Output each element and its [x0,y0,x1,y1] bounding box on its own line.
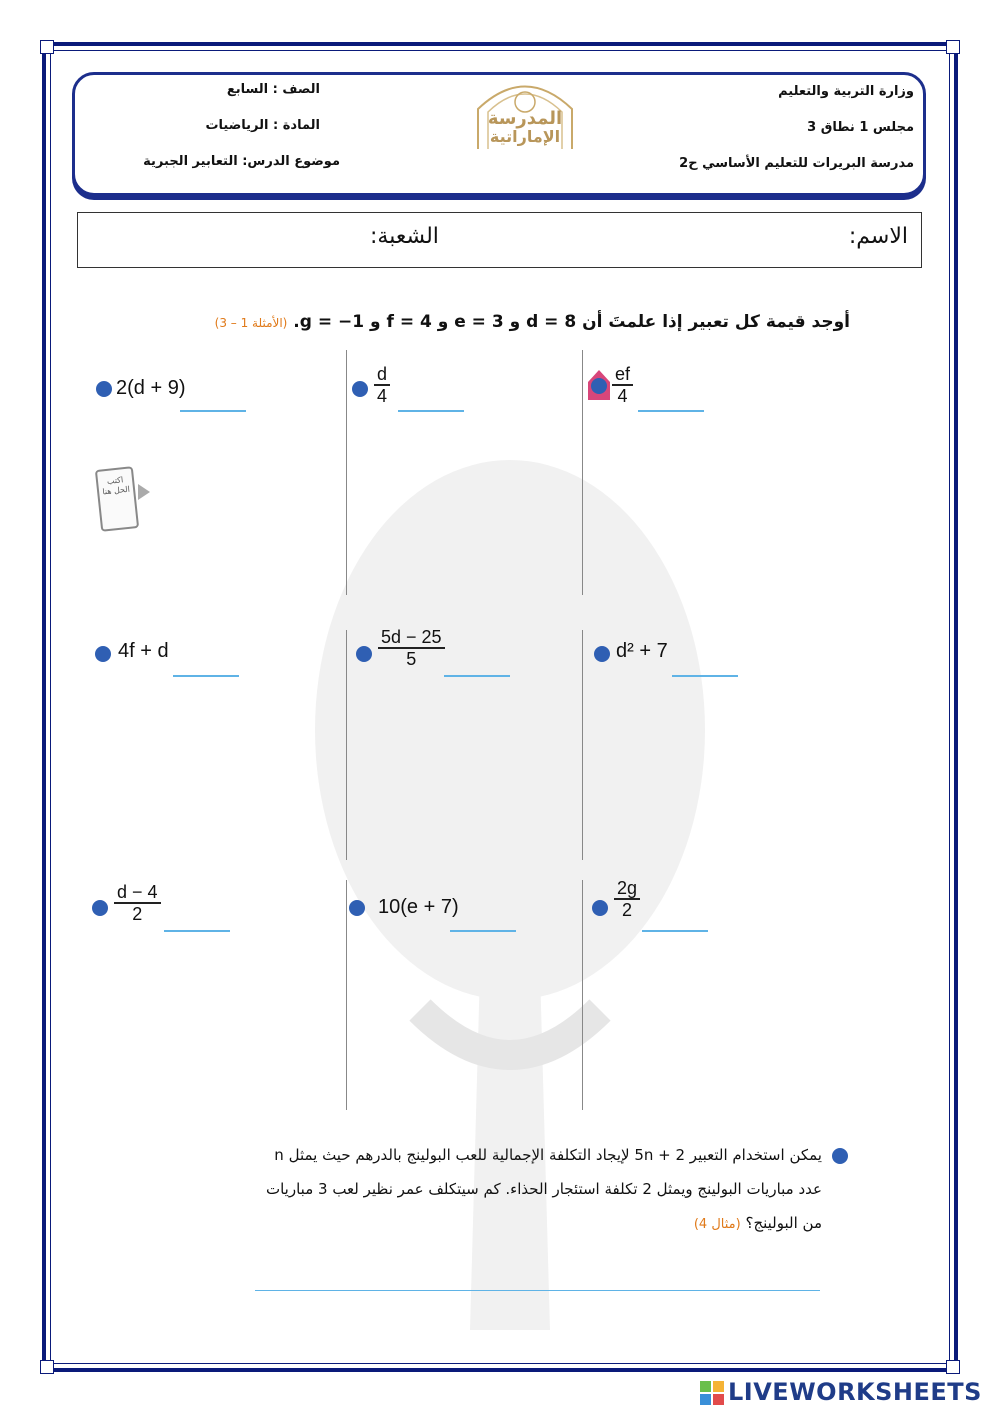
denominator: 5 [406,649,417,669]
hint-sticker[interactable]: اكتب الحل هنا [95,466,139,532]
answer-input-q5[interactable] [444,675,510,677]
corner-ornament [40,1360,54,1374]
answer-input-q4[interactable] [173,675,239,677]
bullet-icon [832,1148,848,1164]
answer-input-q7[interactable] [164,930,230,932]
corner-ornament [946,40,960,54]
column-divider [582,630,583,860]
bullet-icon [349,900,365,916]
bullet-icon [592,900,608,916]
school-logo [470,74,580,154]
name-label: الاسم: [848,224,908,249]
numerator: d − 4 [114,882,161,904]
word-problem-line3 [262,1206,822,1242]
bullet-icon [591,378,607,394]
expression-q1: 2(d + 9) [116,377,186,399]
logo-text-line1: المدرسة [487,108,563,129]
expression-q3 [612,364,633,406]
footer-brand[interactable]: LIVEWORKSHEETS [728,1378,982,1406]
answer-input-q8[interactable] [450,930,516,932]
logo-text-line2: الإماراتية [489,127,561,146]
expression-q8: 10(e + 7) [378,896,459,918]
bullet-icon [594,646,610,662]
expression-q4: 4f + d [118,640,169,662]
expression-q9 [614,878,640,920]
topic-label: موضوع الدرس: التعابير الجبرية [143,154,340,169]
liveworksheets-logo-icon [700,1381,724,1405]
answer-input-q1[interactable] [180,410,246,412]
answer-input-q3[interactable] [638,410,704,412]
column-divider [582,880,583,1110]
corner-ornament [946,1360,960,1374]
bullet-icon [356,646,372,662]
council-label: مجلس 1 نطاق 3 [807,120,914,135]
grade-label: الصف : السابع [226,82,320,97]
bullet-icon [92,900,108,916]
numerator: 5d − 25 [378,627,445,649]
subject-label: المادة : الرياضيات [205,118,320,133]
school-label: مدرسة البريرات للتعليم الأساسي ح2 [679,156,914,171]
expression-q5 [378,627,445,669]
column-divider [346,880,347,1110]
arrow-right-icon [138,484,150,500]
word-problem-line2: عدد مباريات البولينج ويمثل 2 تكلفة استئجار الحذاء. كم سيتكلف عمر نظير لعب 3 مباريات [265,1180,822,1198]
word-problem-line1: يمكن استخدام التعبير 5n + 2 لإيجاد التكلفة الإجمالية للعب البولينج بالدرهم حيث يمثل n [274,1146,822,1164]
numerator: ef [612,364,633,386]
instruction-main: أوجد قيمة كل تعبير إذا علمتَ أن d = 8 و e = 3 و f = 4 و g = −1. [293,312,850,332]
expression-q7 [114,882,161,924]
word-problem-line3-text: من البولينج؟ [745,1214,822,1232]
denominator: 2 [132,904,143,924]
denominator: 4 [617,386,628,406]
bullet-icon [96,381,112,397]
answer-input-q2[interactable] [398,410,464,412]
ministry-label: وزارة التربية والتعليم [778,84,914,99]
denominator: 2 [622,900,633,920]
column-divider [346,630,347,860]
denominator: 4 [377,386,388,406]
answer-input-word-problem[interactable] [255,1290,820,1291]
answer-input-q9[interactable] [642,930,708,932]
instruction-ref: (الأمثلة 1 – 3) [214,316,288,330]
expression-q6: d² + 7 [616,640,668,662]
numerator: 2g [614,878,640,900]
numerator: d [374,364,390,386]
instruction-text [215,312,850,332]
section-label: الشعبة: [370,224,439,249]
bullet-icon [95,646,111,662]
word-problem-ref: (مثال 4) [693,1217,741,1232]
column-divider [346,350,347,595]
word-problem [262,1138,822,1242]
student-info-box [77,212,922,268]
expression-q2 [374,364,390,406]
answer-input-q6[interactable] [672,675,738,677]
corner-ornament [40,40,54,54]
bullet-icon [352,381,368,397]
column-divider [582,350,583,595]
